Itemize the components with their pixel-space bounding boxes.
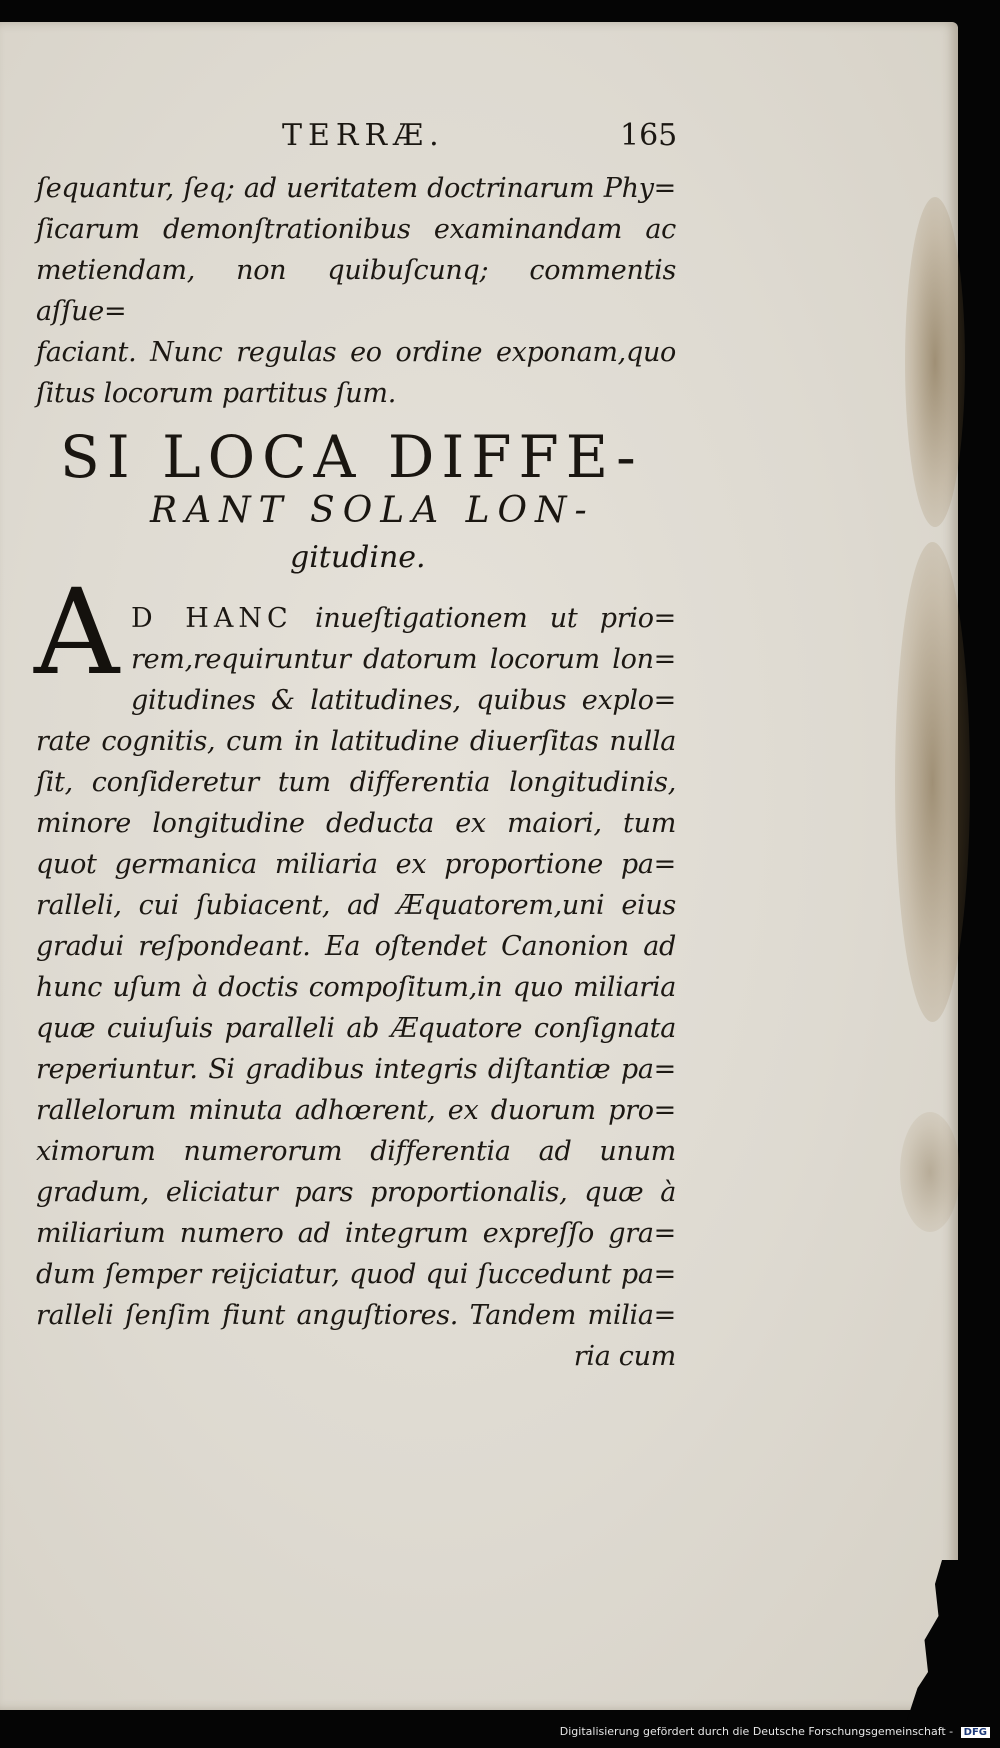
text-line: rem,requiruntur datorum locorum lon= [131, 644, 676, 675]
credit-text: Digitalisierung gefördert durch die Deutsche Forschungsgemeinschaft - [559, 1725, 954, 1738]
body-paragraph [36, 598, 676, 1377]
dfg-logo: DFG [961, 1727, 990, 1738]
text-line: gitudines & latitudines, quibus explo= [131, 685, 676, 716]
digitization-credit [560, 1725, 990, 1738]
section-heading: SI LOCA DIFFE- [60, 423, 643, 491]
text-line: quæ cuiuſuis paralleli ab Æquatore conſignata [36, 1013, 676, 1044]
text-line: ſit, conſideretur tum differentia longitudinis, [36, 767, 676, 798]
text-line: ximorum numerorum differentia ad unum [36, 1136, 676, 1167]
text-line: ſicarum demonſtrationibus examinandam ac [36, 214, 676, 245]
text-line: faciant. Nunc regulas eo ordine exponam,quo [36, 337, 676, 368]
text-line: ſequantur, ſeq; ad ueritatem doctrinarum Phy= [36, 173, 676, 204]
text-line: ralleli ſenſim fiunt anguſtiores. Tandem milia= [36, 1300, 676, 1331]
text-line: ſitus locorum partitus ſum. [36, 378, 396, 409]
drop-cap: A [34, 563, 120, 701]
text-line: minore longitudine deducta ex maiori, tum [36, 808, 676, 839]
running-head: TERRÆ. [282, 118, 445, 153]
text-line: reperiuntur. Si gradibus integris diſtantiæ pa= [36, 1054, 676, 1085]
water-stain [900, 1112, 960, 1232]
text-line: ralleli, cui ſubiacent, ad Æquatorem,uni eius [36, 890, 676, 921]
text-line: rate cognitis, cum in latitudine diuerſitas nulla [36, 726, 676, 757]
text-line: metiendam, non quibuſcunq; commentis aſſue= [36, 255, 676, 327]
text-line: dum ſemper reijciatur, quod qui ſuccedunt pa= [36, 1259, 676, 1290]
text-line: miliarium numero ad integrum expreſſo gra= [36, 1218, 676, 1249]
text-line [36, 598, 676, 639]
section-heading-line2: RANT SOLA LON- [150, 490, 595, 531]
section-heading-line3: gitudine. [290, 540, 426, 575]
text-line: gradui reſpondeant. Ea oſtendet Canonion ad [36, 931, 676, 962]
text-line: hunc uſum à doctis compoſitum,in quo miliaria [36, 972, 676, 1003]
catchword: ria cum [573, 1341, 676, 1372]
water-stain [905, 197, 965, 527]
page-number: 165 [620, 118, 678, 153]
intro-paragraph [36, 168, 676, 414]
text-line: gradum, eliciatur pars proportionalis, quæ à [36, 1177, 676, 1208]
lead-small-caps: D HANC [131, 603, 293, 634]
lead-rest: inueſtigationem ut prio= [314, 603, 676, 634]
text-line: rallelorum minuta adhœrent, ex duorum pro= [36, 1095, 676, 1126]
text-line: quot germanica miliaria ex proportione pa= [36, 849, 676, 880]
